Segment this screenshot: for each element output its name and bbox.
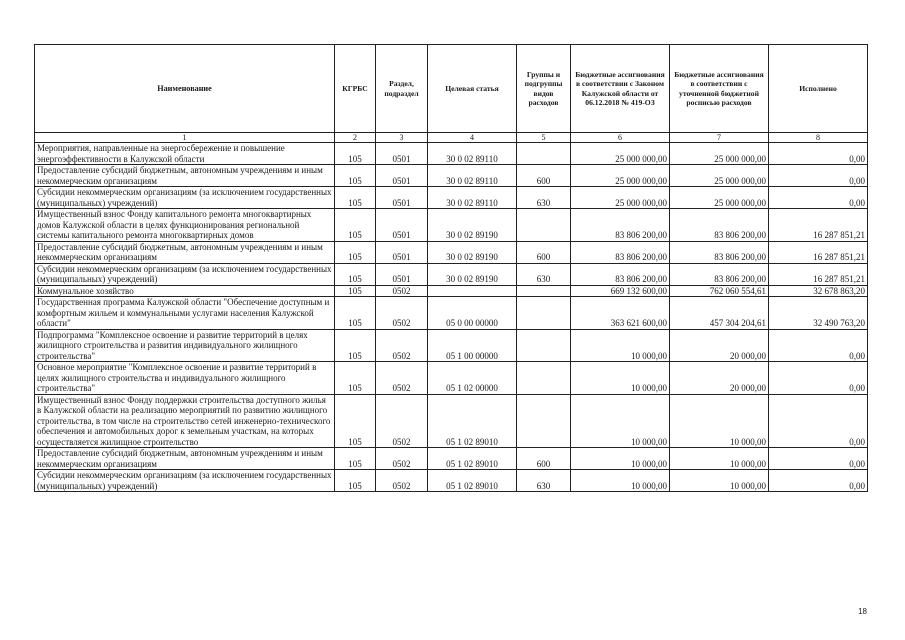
row-expense-group xyxy=(517,285,571,297)
header-section: Раздел, подраздел xyxy=(376,45,428,133)
row-refined-amount: 762 060 554,61 xyxy=(670,285,769,297)
table-row xyxy=(35,165,868,187)
row-law-amount: 25 000 000,00 xyxy=(571,143,670,165)
row-name: Подпрограмма "Комплексное освоение и развитие территорий в целях жилищного строительства и развития индивидуального жилищного строительства" xyxy=(35,329,335,362)
row-target-article: 05 1 02 89010 xyxy=(428,470,517,492)
row-name: Имущественный взнос Фонду капитального ремонта многоквартирных домов Калужской области в целях функционирования региональной системы капитального ремонта многоквартирных домов xyxy=(35,209,335,242)
row-refined-amount: 10 000,00 xyxy=(670,394,769,448)
row-section: 0501 xyxy=(376,209,428,242)
row-section: 0502 xyxy=(376,285,428,297)
column-number: 3 xyxy=(376,133,428,143)
row-executed-amount: 0,00 xyxy=(769,394,868,448)
row-section: 0502 xyxy=(376,470,428,492)
row-expense-group xyxy=(517,329,571,362)
row-kgrbs: 105 xyxy=(335,209,376,242)
row-section: 0502 xyxy=(376,362,428,395)
row-executed-amount: 0,00 xyxy=(769,362,868,395)
row-law-amount: 10 000,00 xyxy=(571,470,670,492)
row-executed-amount: 32 678 863,20 xyxy=(769,285,868,297)
page-number: 18 xyxy=(858,607,867,616)
row-kgrbs: 105 xyxy=(335,297,376,330)
table-row xyxy=(35,448,868,470)
row-executed-amount: 16 287 851,21 xyxy=(769,241,868,263)
row-law-amount: 83 806 200,00 xyxy=(571,241,670,263)
row-name: Субсидии некоммерческим организациям (за исключением государственных (муниципальных) учреждений) xyxy=(35,263,335,285)
row-executed-amount: 0,00 xyxy=(769,448,868,470)
table-row xyxy=(35,263,868,285)
row-law-amount: 10 000,00 xyxy=(571,329,670,362)
row-refined-amount: 20 000,00 xyxy=(670,362,769,395)
row-name: Основное мероприятие "Комплексное освоение и развитие территорий в целях жилищного строительства и индивидуального жилищного строительства" xyxy=(35,362,335,395)
row-kgrbs: 105 xyxy=(335,362,376,395)
header-executed: Исполнено xyxy=(769,45,868,133)
header-kgrbs: КГРБС xyxy=(335,45,376,133)
row-section: 0501 xyxy=(376,241,428,263)
row-refined-amount: 10 000,00 xyxy=(670,470,769,492)
row-kgrbs: 105 xyxy=(335,329,376,362)
header-target: Целевая статья xyxy=(428,45,517,133)
row-law-amount: 10 000,00 xyxy=(571,448,670,470)
row-target-article xyxy=(428,285,517,297)
row-kgrbs: 105 xyxy=(335,394,376,448)
row-expense-group: 600 xyxy=(517,241,571,263)
row-refined-amount: 83 806 200,00 xyxy=(670,241,769,263)
row-expense-group: 600 xyxy=(517,448,571,470)
row-expense-group xyxy=(517,394,571,448)
row-executed-amount: 0,00 xyxy=(769,187,868,209)
row-refined-amount: 25 000 000,00 xyxy=(670,143,769,165)
row-refined-amount: 20 000,00 xyxy=(670,329,769,362)
row-law-amount: 25 000 000,00 xyxy=(571,187,670,209)
row-law-amount: 10 000,00 xyxy=(571,394,670,448)
row-section: 0502 xyxy=(376,329,428,362)
row-executed-amount: 0,00 xyxy=(769,470,868,492)
row-name: Имущественный взнос Фонду поддержки строительства доступного жилья в Калужской области на реализацию мероприятий по развитию жилищного строительства, в том числе на строительство сетей инженерно-технического обеспечения и автомобильных дорог к земельным участкам, на которых осуществляется жилищное строительство xyxy=(35,394,335,448)
row-section: 0502 xyxy=(376,448,428,470)
row-expense-group: 600 xyxy=(517,165,571,187)
row-refined-amount: 457 304 204,61 xyxy=(670,297,769,330)
row-name: Предоставление субсидий бюджетным, автономным учреждениям и иным некоммерческим организациям xyxy=(35,165,335,187)
row-name: Коммунальное хозяйство xyxy=(35,285,335,297)
row-expense-group xyxy=(517,362,571,395)
column-number: 6 xyxy=(571,133,670,143)
row-expense-group: 630 xyxy=(517,187,571,209)
column-number: 1 xyxy=(35,133,335,143)
header-name: Наименование xyxy=(35,45,335,133)
row-name: Предоставление субсидий бюджетным, автономным учреждениям и иным некоммерческим организациям xyxy=(35,241,335,263)
row-section: 0502 xyxy=(376,394,428,448)
column-number: 2 xyxy=(335,133,376,143)
row-refined-amount: 83 806 200,00 xyxy=(670,263,769,285)
row-law-amount: 10 000,00 xyxy=(571,362,670,395)
row-section: 0501 xyxy=(376,165,428,187)
row-executed-amount: 16 287 851,21 xyxy=(769,209,868,242)
row-target-article: 05 0 00 00000 xyxy=(428,297,517,330)
row-section: 0501 xyxy=(376,143,428,165)
header-groups: Группы и подгруппы видов расходов xyxy=(517,45,571,133)
table-row xyxy=(35,362,868,395)
table-row xyxy=(35,394,868,448)
column-number: 7 xyxy=(670,133,769,143)
row-kgrbs: 105 xyxy=(335,285,376,297)
header-refined: Бюджетные ассигнования в соответствии с уточненной бюджетной росписью расходов xyxy=(670,45,769,133)
row-law-amount: 669 132 600,00 xyxy=(571,285,670,297)
column-number-row xyxy=(35,133,868,143)
row-executed-amount: 0,00 xyxy=(769,165,868,187)
table-row xyxy=(35,329,868,362)
row-expense-group xyxy=(517,143,571,165)
row-name: Государственная программа Калужской области "Обеспечение доступным и комфортным жильем и коммунальными услугами населения Калужской области" xyxy=(35,297,335,330)
row-expense-group xyxy=(517,209,571,242)
row-target-article: 30 0 02 89190 xyxy=(428,263,517,285)
row-kgrbs: 105 xyxy=(335,263,376,285)
row-executed-amount: 0,00 xyxy=(769,143,868,165)
row-refined-amount: 83 806 200,00 xyxy=(670,209,769,242)
table-row xyxy=(35,143,868,165)
row-target-article: 05 1 00 00000 xyxy=(428,329,517,362)
row-executed-amount: 0,00 xyxy=(769,329,868,362)
row-target-article: 30 0 02 89190 xyxy=(428,241,517,263)
header-law: Бюджетные ассигнования в соответствии с Законом Калужской области от 06.12.2018 № 419-ОЗ xyxy=(571,45,670,133)
row-executed-amount: 16 287 851,21 xyxy=(769,263,868,285)
row-target-article: 30 0 02 89110 xyxy=(428,143,517,165)
table-row xyxy=(35,285,868,297)
row-section: 0501 xyxy=(376,263,428,285)
row-target-article: 05 1 02 00000 xyxy=(428,362,517,395)
table-row xyxy=(35,470,868,492)
row-expense-group: 630 xyxy=(517,263,571,285)
row-expense-group: 630 xyxy=(517,470,571,492)
row-target-article: 30 0 02 89110 xyxy=(428,165,517,187)
budget-table xyxy=(34,44,868,492)
row-law-amount: 363 621 600,00 xyxy=(571,297,670,330)
row-kgrbs: 105 xyxy=(335,187,376,209)
row-target-article: 30 0 02 89110 xyxy=(428,187,517,209)
column-number: 5 xyxy=(517,133,571,143)
row-name: Мероприятия, направленные на энергосбережение и повышение энергоэффективности в Калужской области xyxy=(35,143,335,165)
row-expense-group xyxy=(517,297,571,330)
column-number: 8 xyxy=(769,133,868,143)
row-refined-amount: 25 000 000,00 xyxy=(670,187,769,209)
row-name: Предоставление субсидий бюджетным, автономным учреждениям и иным некоммерческим организациям xyxy=(35,448,335,470)
row-law-amount: 83 806 200,00 xyxy=(571,209,670,242)
row-target-article: 05 1 02 89010 xyxy=(428,448,517,470)
row-executed-amount: 32 490 763,20 xyxy=(769,297,868,330)
row-kgrbs: 105 xyxy=(335,165,376,187)
row-target-article: 05 1 02 89010 xyxy=(428,394,517,448)
row-kgrbs: 105 xyxy=(335,448,376,470)
row-name: Субсидии некоммерческим организациям (за исключением государственных (муниципальных) учреждений) xyxy=(35,187,335,209)
row-refined-amount: 10 000,00 xyxy=(670,448,769,470)
row-section: 0501 xyxy=(376,187,428,209)
table-row xyxy=(35,209,868,242)
header-row xyxy=(35,45,868,133)
row-kgrbs: 105 xyxy=(335,470,376,492)
row-section: 0502 xyxy=(376,297,428,330)
row-target-article: 30 0 02 89190 xyxy=(428,209,517,242)
table-row xyxy=(35,241,868,263)
row-refined-amount: 25 000 000,00 xyxy=(670,165,769,187)
table-row xyxy=(35,297,868,330)
column-number: 4 xyxy=(428,133,517,143)
row-name: Субсидии некоммерческим организациям (за исключением государственных (муниципальных) учреждений) xyxy=(35,470,335,492)
row-kgrbs: 105 xyxy=(335,241,376,263)
row-kgrbs: 105 xyxy=(335,143,376,165)
row-law-amount: 25 000 000,00 xyxy=(571,165,670,187)
table-row xyxy=(35,187,868,209)
row-law-amount: 83 806 200,00 xyxy=(571,263,670,285)
